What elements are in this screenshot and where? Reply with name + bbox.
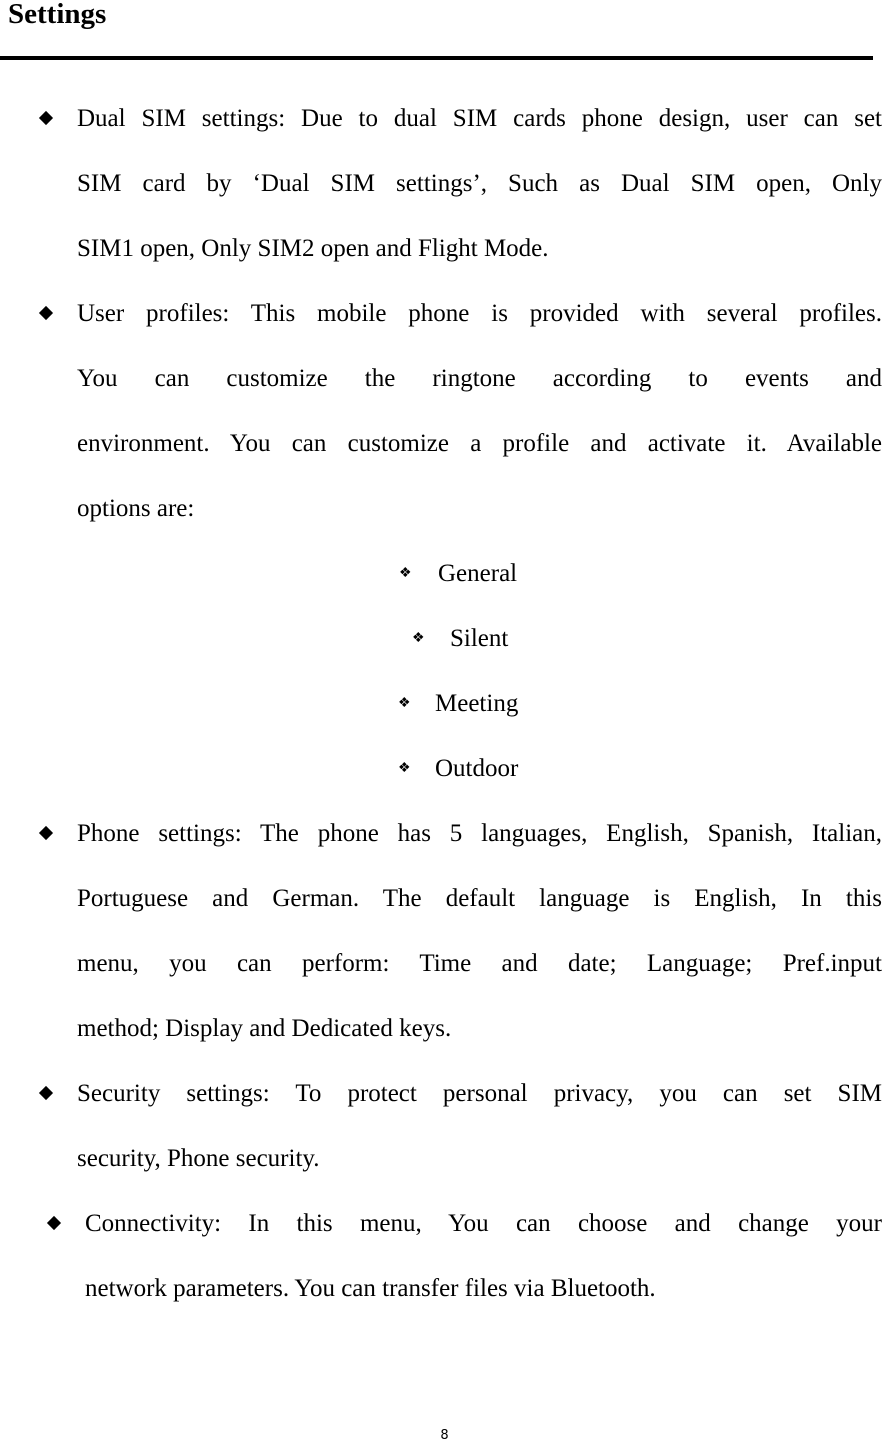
- text-line: menu, you can perform: Time and date; Language; Pref.input: [77, 950, 882, 977]
- title-divider: [0, 56, 873, 60]
- text-line: options are:: [77, 495, 195, 522]
- text-line: Security settings: To protect personal privacy, you can set SIM: [77, 1080, 882, 1107]
- four-diamond-bullet-icon: ❖: [399, 566, 412, 581]
- text-line: Phone settings: The phone has 5 languages, English, Spanish, Italian,: [77, 820, 882, 847]
- text-line: method; Display and Dedicated keys.: [77, 1015, 452, 1042]
- page-number: 8: [440, 1428, 449, 1443]
- text-line: network parameters. You can transfer files via Bluetooth.: [85, 1275, 656, 1302]
- profile-option-general: [0, 541, 889, 606]
- profile-option-label: Silent: [450, 625, 509, 652]
- text-line: Dual SIM settings: Due to dual SIM cards phone design, user can set: [77, 105, 882, 132]
- diamond-bullet-icon: [39, 111, 53, 125]
- four-diamond-bullet-icon: ❖: [398, 761, 411, 776]
- four-diamond-bullet-icon: ❖: [412, 631, 425, 646]
- bullet-text: [77, 281, 882, 541]
- bullet-text: [85, 1191, 882, 1321]
- text-line: SIM1 open, Only SIM2 open and Flight Mode.: [77, 235, 549, 262]
- text-line: SIM card by ‘Dual SIM settings’, Such as Dual SIM open, Only: [77, 170, 882, 197]
- profile-option-silent: [0, 606, 889, 671]
- text-line: User profiles: This mobile phone is provided with several profiles.: [77, 300, 882, 327]
- profile-option-meeting: [0, 671, 889, 736]
- diamond-bullet-icon: [39, 1086, 53, 1100]
- profile-option-label: General: [438, 560, 518, 587]
- text-line: Connectivity: In this menu, You can choose and change your: [85, 1210, 882, 1237]
- diamond-bullet-icon: [39, 826, 53, 840]
- text-line: security, Phone security.: [77, 1145, 320, 1172]
- bullet-text: [77, 86, 882, 281]
- text-line: environment. You can customize a profile and activate it. Available: [77, 430, 882, 457]
- bullet-text: [77, 1061, 882, 1191]
- bullet-text: [77, 801, 882, 1061]
- profile-option-label: Meeting: [435, 690, 519, 717]
- text-line: Portuguese and German. The default language is English, In this: [77, 885, 882, 912]
- profile-option-outdoor: [0, 736, 889, 801]
- page-title: Settings: [8, 0, 107, 30]
- four-diamond-bullet-icon: ❖: [398, 696, 411, 711]
- diamond-bullet-icon: [39, 306, 53, 320]
- text-line: You can customize the ringtone according to events and: [77, 365, 882, 392]
- diamond-bullet-icon: [47, 1216, 61, 1230]
- profile-option-label: Outdoor: [435, 755, 519, 782]
